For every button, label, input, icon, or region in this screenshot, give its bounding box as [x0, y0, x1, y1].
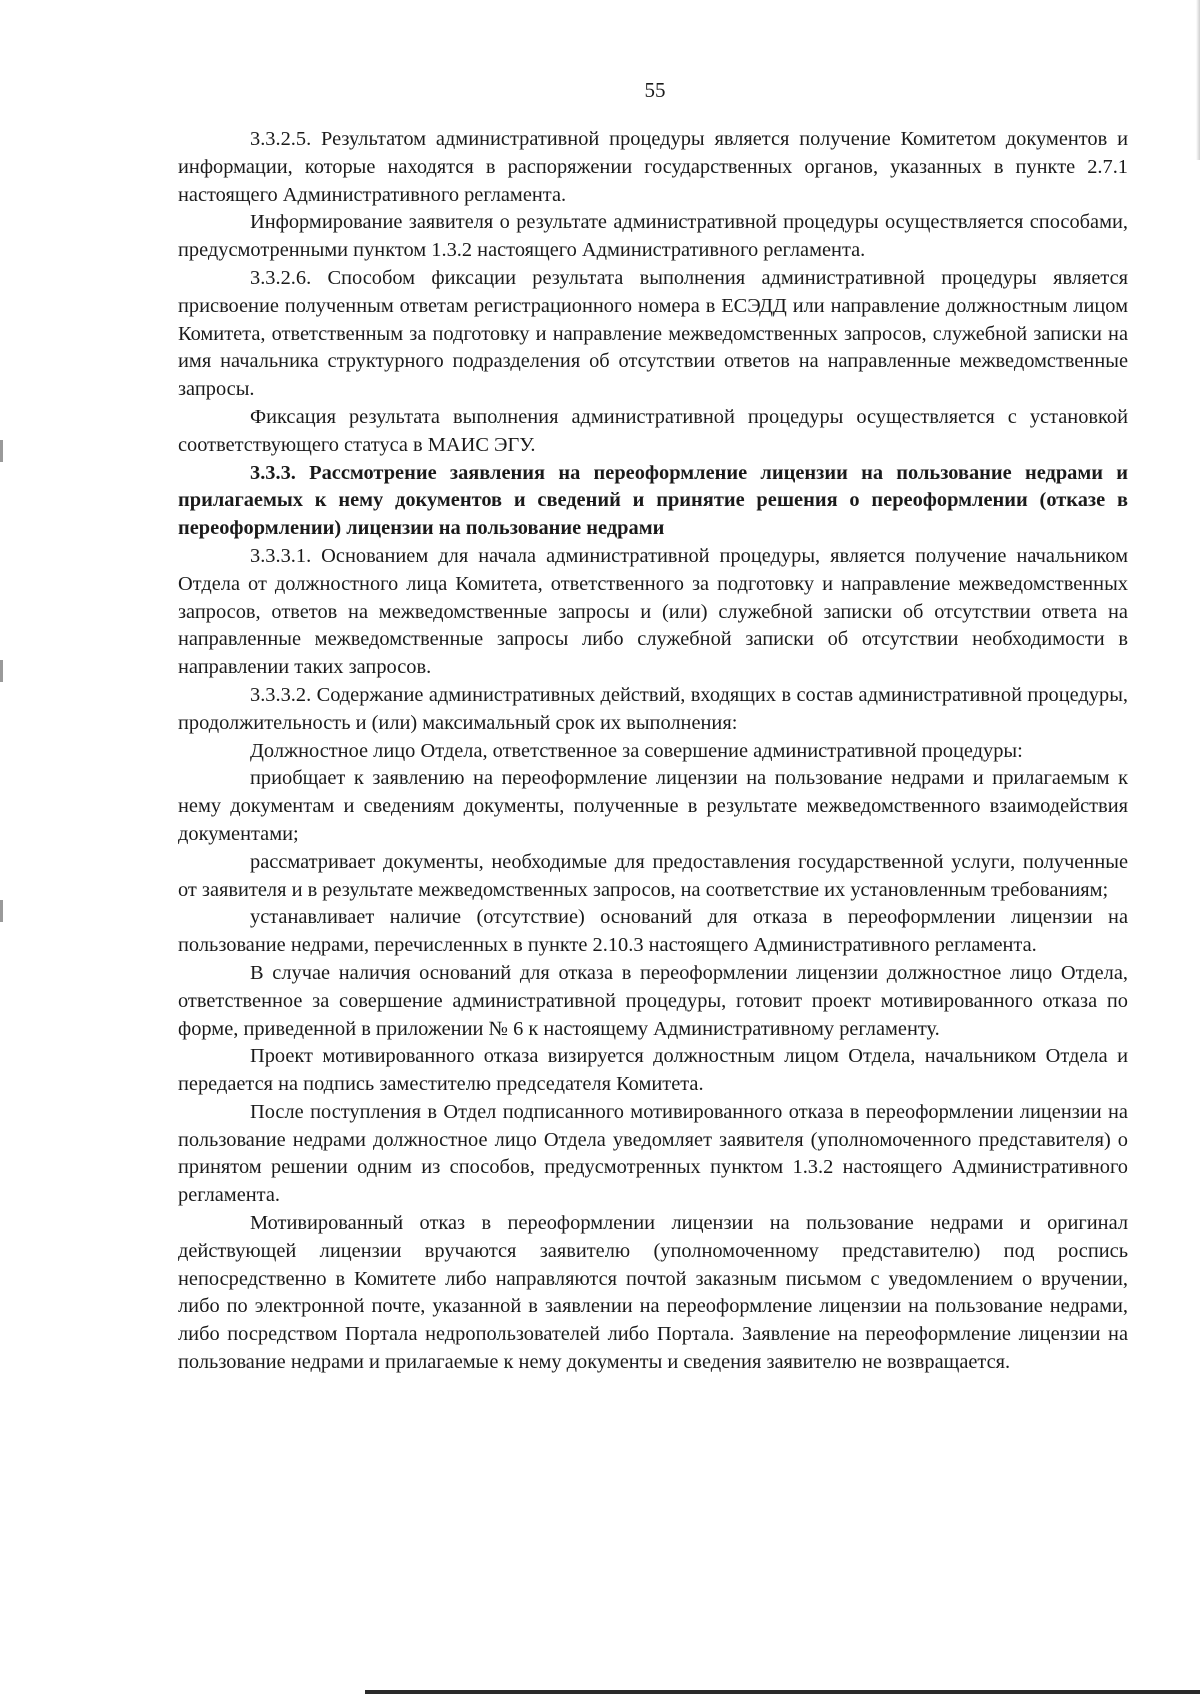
paragraph: Проект мотивированного отказа визируется должностным лицом Отдела, начальником Отдела и передается на подпись заместителю председателя Комитета.	[178, 1045, 1128, 1096]
scan-margin-mark	[0, 900, 3, 922]
page-number: 55	[644, 78, 666, 102]
paragraph: Должностное лицо Отдела, ответственное за совершение административной процедуры:	[250, 739, 1023, 762]
paragraph: 3.3.3.1. Основанием для начала административной процедуры, является получение начальником Отдела от должностного лица Комитета, ответственного за подготовку и направление межведомственных запросов, ответов на межведомственные запросы и (или) служебной записки об отсутствии ответа на направленные межведомственные запросы либо служебной записки об отсутствии необходимости в направлении таких запросов.	[178, 544, 1128, 679]
paragraph: В случае наличия оснований для отказа в переоформлении лицензии должностное лицо Отдела, ответственное за совершение административной процедуры, готовит проект мотивированного отказа по форме, приведенной в приложении № 6 к настоящему Административному регламенту.	[178, 961, 1128, 1040]
paragraph: Фиксация результата выполнения административной процедуры осуществляется с установкой соответствующего статуса в МАИС ЭГУ.	[178, 405, 1128, 456]
scan-margin-mark	[0, 440, 3, 462]
paragraph: После поступления в Отдел подписанного мотивированного отказа в переоформлении лицензии на пользование недрами должностное лицо Отдела уведомляет заявителя (уполномоченного представителя) о принятом решении одним из способов, предусмотренных пунктом 1.3.2 настоящего Административного регламента.	[178, 1100, 1128, 1207]
bottom-rule	[365, 1690, 1200, 1694]
section-heading: 3.3.3. Рассмотрение заявления на переоформление лицензии на пользование недрами и прилагаемых к нему документов и сведений и принятие решения о переоформлении (отказе в переоформлении) лицензии на пользование недрами	[178, 461, 1128, 540]
paragraph: 3.3.2.5. Результатом административной процедуры является получение Комитетом документов и информации, которые находятся в распоряжении государственных органов, указанных в пункте 2.7.1 настоящего Административного регламента.	[178, 128, 1128, 206]
paragraph: 3.3.3.2. Содержание административных действий, входящих в состав административной процедуры, продолжительность и (или) максимальный срок их выполнения:	[178, 683, 1128, 734]
paragraph: 3.3.2.6. Способом фиксации результата выполнения административной процедуры является присвоение полученным ответам регистрационного номера в ЕСЭДД или направление должностным лицом Комитета, ответственным за подготовку и направление межведомственных запросов, служебной записки на имя начальника структурного подразделения об отсутствии ответов на направленные межведомственные запросы.	[178, 266, 1128, 401]
paragraph: Информирование заявителя о результате административной процедуры осуществляется способами, предусмотренными пунктом 1.3.2 настоящего Административного регламента.	[178, 211, 1128, 262]
document-body	[178, 126, 1128, 1377]
scan-margin-mark	[0, 660, 3, 682]
paragraph: рассматривает документы, необходимые для предоставления государственной услуги, полученные от заявителя и в результате межведомственных запросов, на соответствие их установленным требованиям;	[178, 850, 1128, 901]
paragraph: Мотивированный отказ в переоформлении лицензии на пользование недрами и оригинал действующей лицензии вручаются заявителю (уполномоченному представителю) под роспись непосредственно в Комитете либо направляются почтой заказным письмом с уведомлением о вручении, либо по электронной почте, указанной в заявлении на переоформление лицензии на пользование недрами, либо посредством Портала недропользователей либо Портала. Заявление на переоформление лицензии на пользование недрами и прилагаемые к нему документы и сведения заявителю не возвращается.	[178, 1212, 1128, 1374]
paragraph: приобщает к заявлению на переоформление лицензии на пользование недрами и прилагаемым к нему документам и сведениям документы, полученные в результате межведомственного взаимодействия документами;	[178, 767, 1128, 845]
paragraph: устанавливает наличие (отсутствие) оснований для отказа в переоформлении лицензии на пользование недрами, перечисленных в пункте 2.10.3 настоящего Административного регламента.	[178, 906, 1128, 957]
